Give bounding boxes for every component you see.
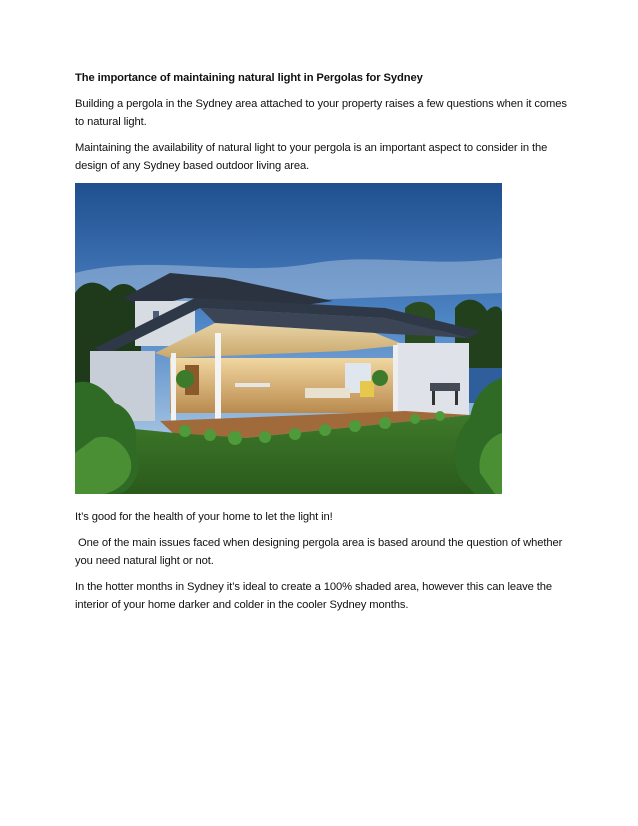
document-body [75, 71, 575, 622]
pergola-house-photo [75, 183, 502, 494]
paragraph-1: Building a pergola in the Sydney area attached to your property raises a few questions when it comes to natural light. [75, 98, 567, 128]
document-title: The importance of maintaining natural light in Pergolas for Sydney [75, 72, 423, 84]
paragraph-4: One of the main issues faced when designing pergola area is based around the question of whether you need natural light or not. [75, 537, 566, 567]
paragraph-3: It’s good for the health of your home to let the light in! [75, 511, 333, 523]
paragraph-5: In the hotter months in Sydney it’s ideal to create a 100% shaded area, however this can leave the interior of your home darker and colder in the cooler Sydney months. [75, 581, 552, 611]
paragraph-2: Maintaining the availability of natural light to your pergola is an important aspect to consider in the design of any Sydney based outdoor living area. [75, 142, 548, 172]
